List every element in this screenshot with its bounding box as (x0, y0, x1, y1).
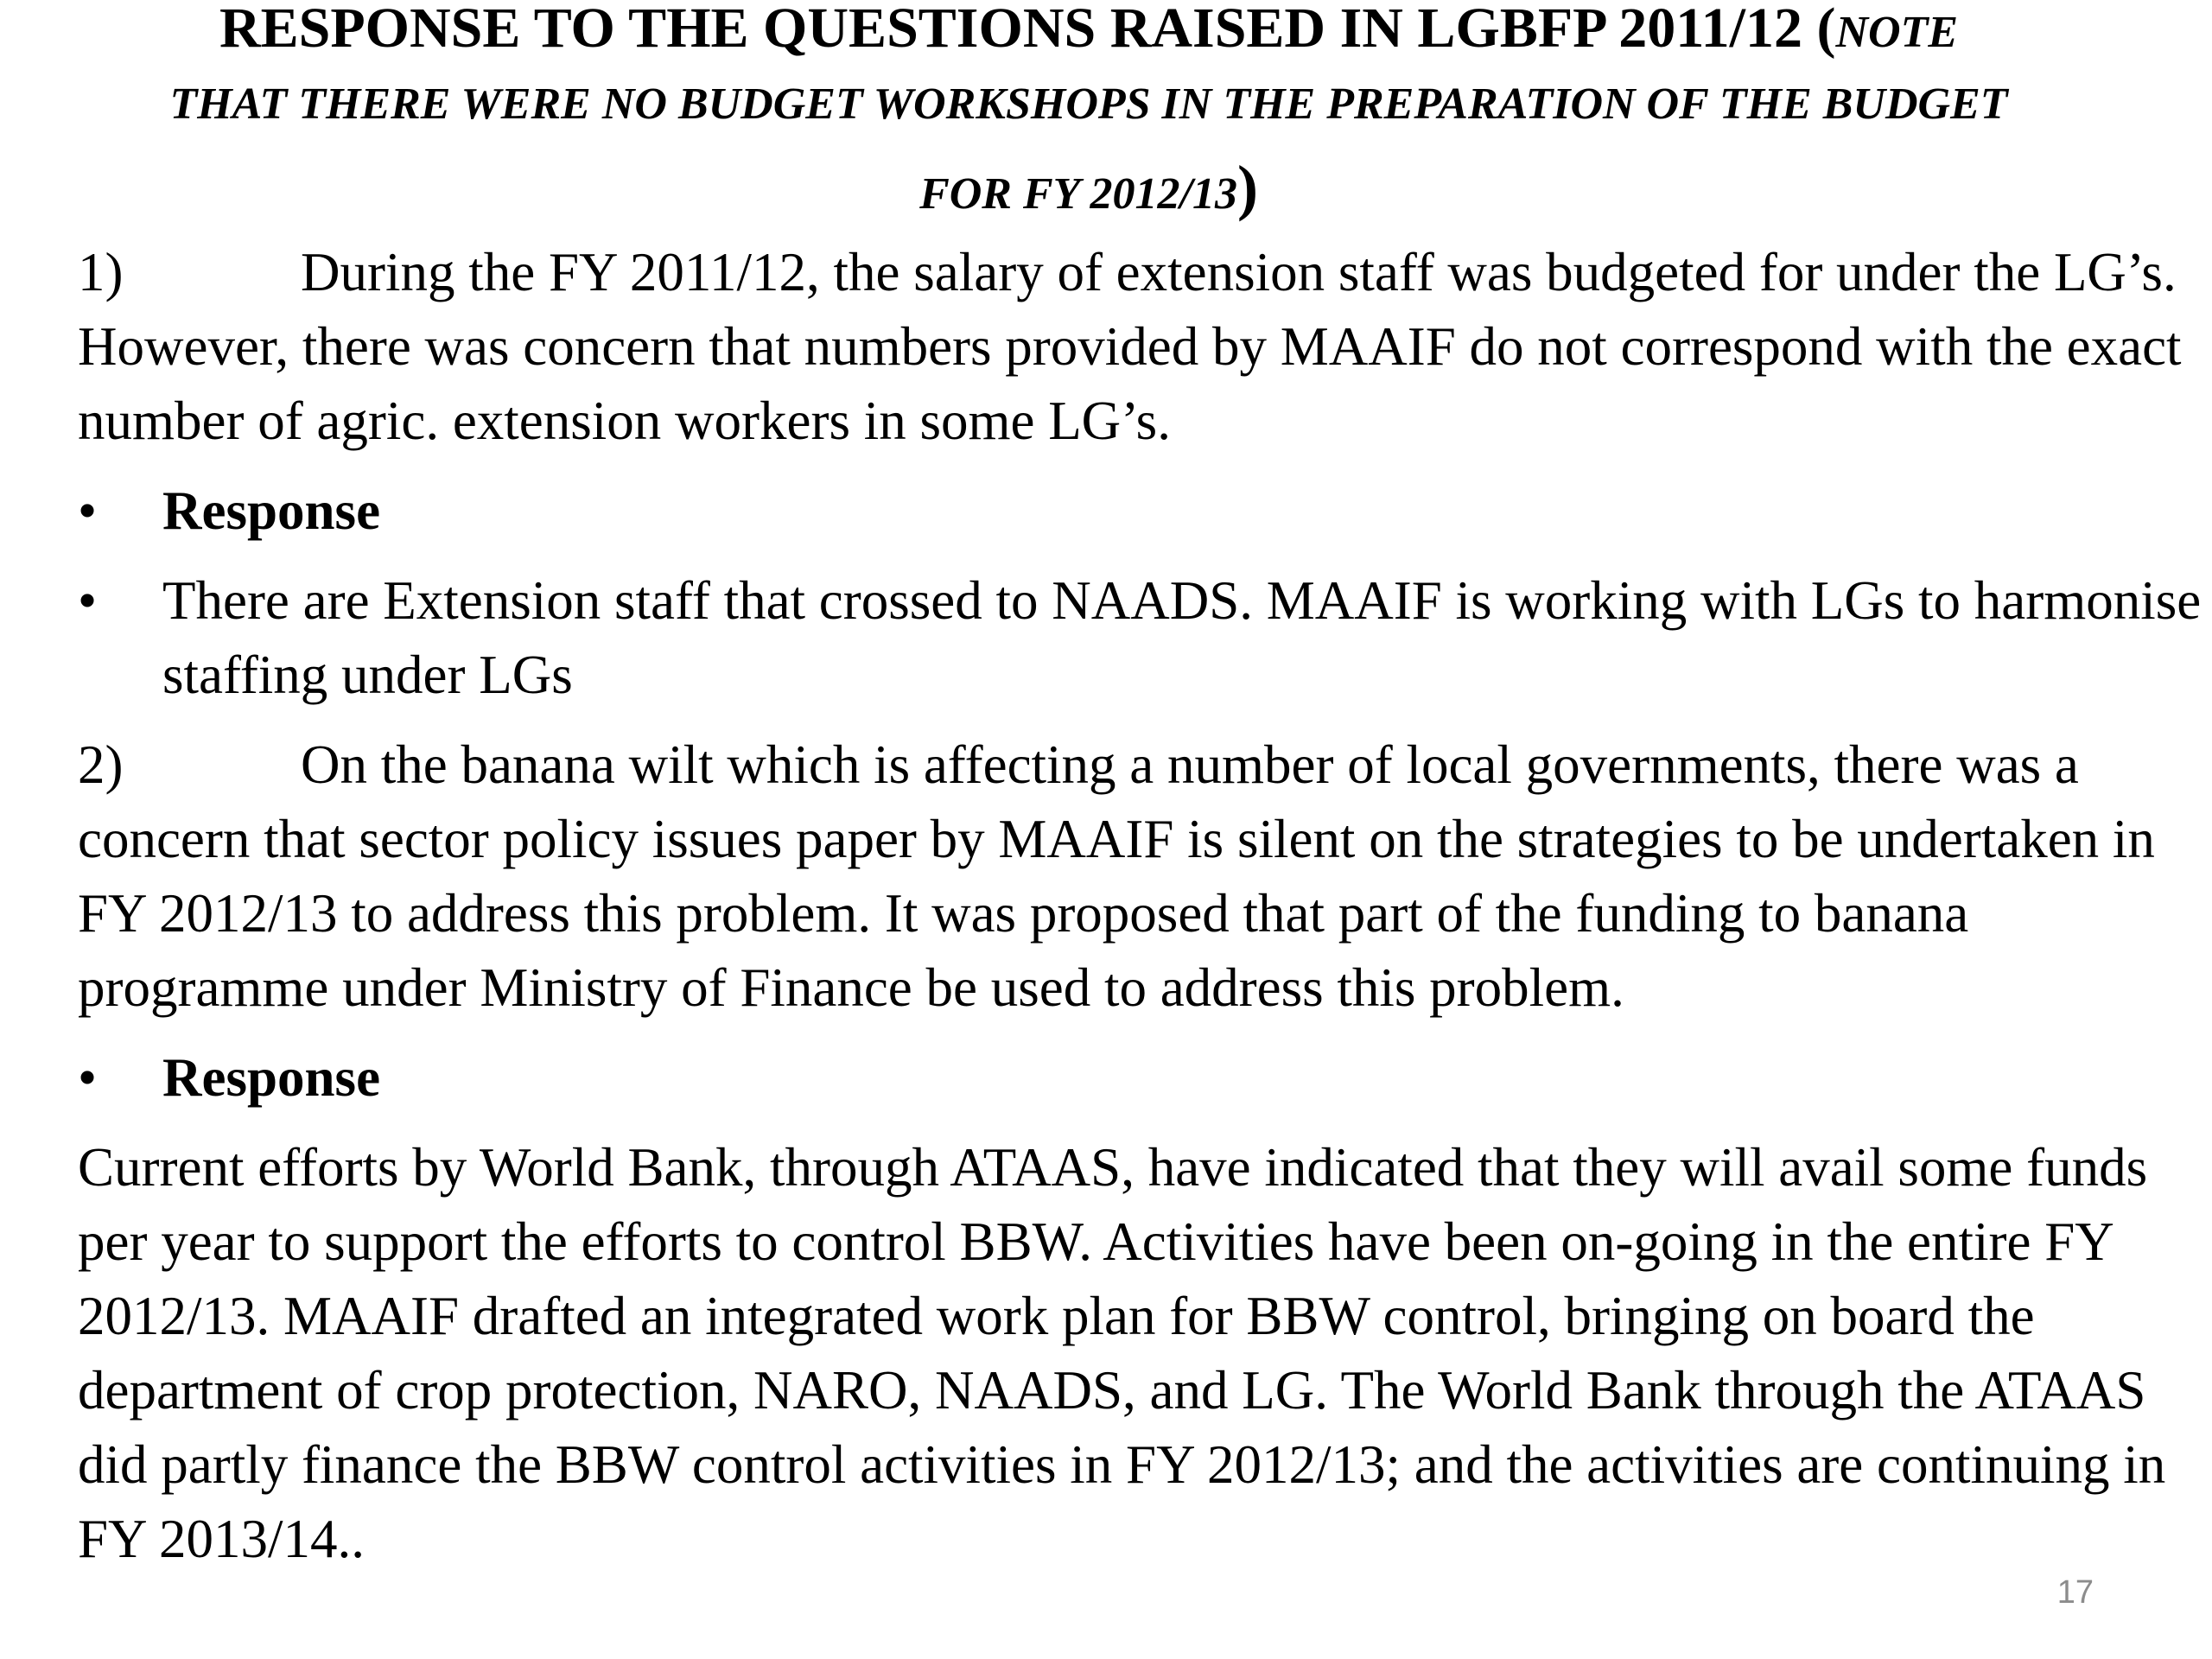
bullet-icon: • (78, 570, 98, 631)
item-text: During the FY 2011/12, the salary of extension staff was budgeted for under the LG’s. However, there was concern that numbers provided by MAAIF do not correspond with the exact number of agric. extension workers in some LG’s. (78, 242, 2182, 451)
slide-body (78, 235, 2203, 1576)
title-main: RESPONSE TO THE QUESTIONS RAISED IN LGBFP 2011/12 ( (219, 0, 1836, 60)
title-note-line-3: FOR FY 2012/13 (919, 169, 1237, 219)
item-text: On the banana wilt which is affecting a number of local governments, there was a concern that sector policy issues paper by MAAIF is silent on the strategies to be undertaken in FY 2012/13 to address this problem. It was proposed that part of the funding to banana programme under Ministry of Finance be used to address this problem. (78, 734, 2155, 1018)
bullet-response-2-label (78, 1040, 2203, 1115)
slide-title (130, 0, 2048, 222)
title-line-1 (130, 0, 2048, 61)
title-note-line-2: THAT THERE WERE NO BUDGET WORKSHOPS IN THE PREPARATION OF THE BUDGET (169, 79, 2008, 129)
response-2-paragraph: Current efforts by World Bank, through ATAAS, have indicated that they will avail some funds per year to support the efforts to control BBW. Activities have been on-going in the entire FY 2012/13. MAAIF drafted an integrated work plan for BBW control, bringing on board the department of crop protection, NARO, NAADS, and LG. The World Bank through the ATAAS did partly finance the BBW control activities in FY 2012/13; and the activities are continuing in FY 2013/14.. (78, 1137, 2166, 1569)
page-number: 17 (2056, 1574, 2094, 1611)
response-label: Response (162, 1047, 381, 1108)
response-label: Response (162, 480, 381, 541)
bullet-response-1-label (78, 474, 2203, 548)
title-line-3 (130, 153, 2048, 222)
item-number: 1) (78, 242, 124, 302)
title-note-start: NOTE (1835, 8, 1959, 57)
item-number: 2) (78, 734, 124, 795)
numbered-item-2 (78, 728, 2203, 1025)
response-text: There are Extension staff that crossed to NAADS. MAAIF is working with LGs to harmonise staffing under LGs (162, 570, 2202, 705)
bullet-icon: • (78, 1047, 98, 1108)
bullet-icon: • (78, 480, 98, 541)
numbered-item-1 (78, 235, 2203, 458)
bullet-response-1-text (78, 563, 2203, 712)
title-close-paren: ) (1236, 153, 1258, 222)
